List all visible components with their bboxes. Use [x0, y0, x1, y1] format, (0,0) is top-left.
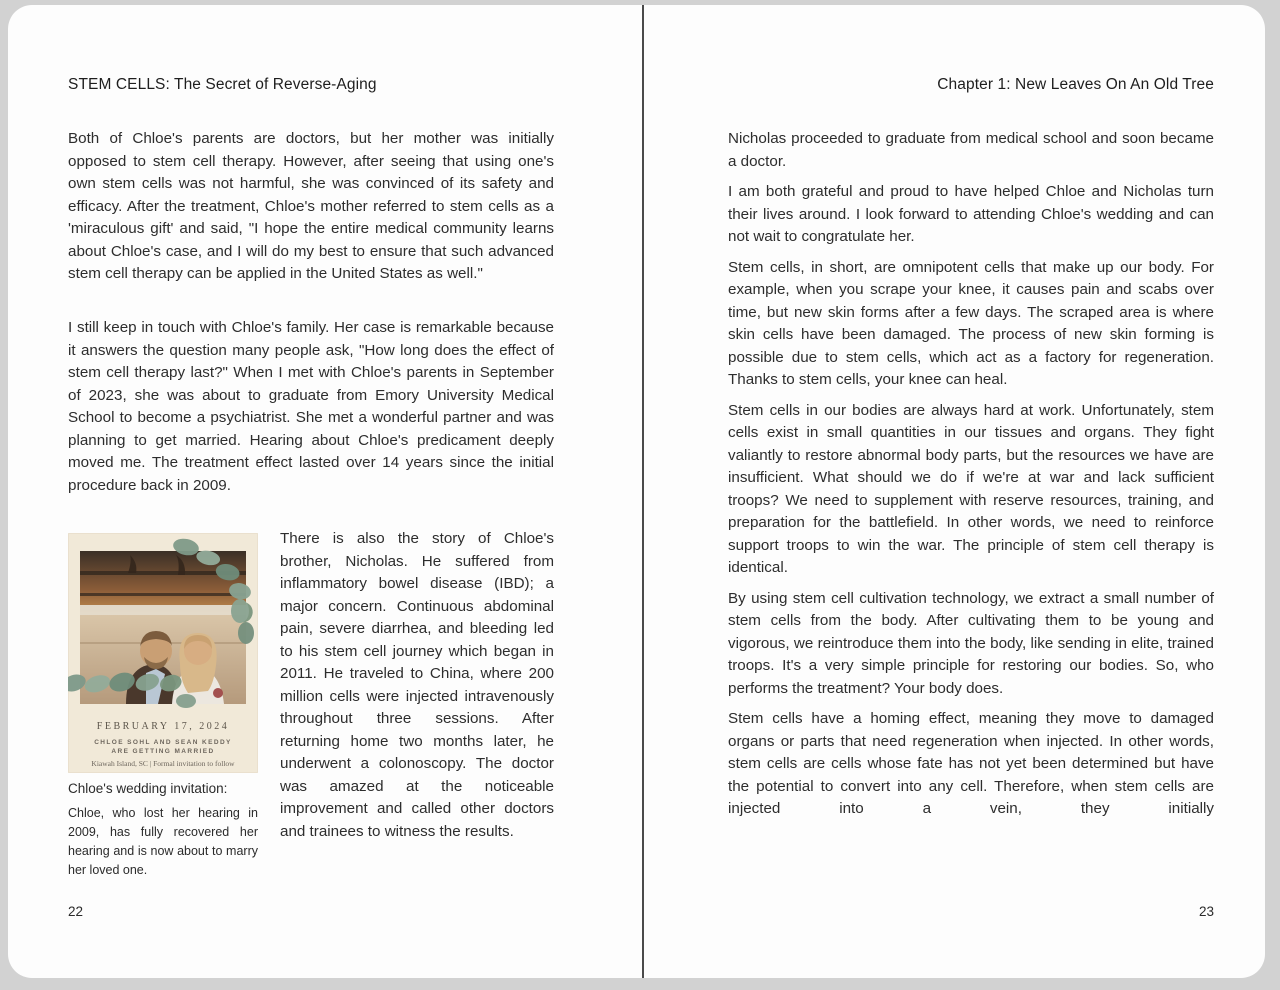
left-paragraph-3: There is also the story of Chloe's brother, Nicholas. He suffered from inflammatory bowel disease (IBD); a major concern. Continuous abdominal pain, severe diarrhea, and bleeding led to his stem cell journey which began in 2011. He traveled to China, where 200 million cells were injected intravenously throughout three sessions. After returning home two months later, he underwent a colonoscopy. The doctor was amazed at the noticeable improvement and called other doctors and trainees to witness the results.	[280, 530, 554, 840]
right-page-running-header: Chapter 1: New Leaves On An Old Tree	[937, 76, 1214, 93]
wedding-invitation-image	[68, 533, 258, 773]
right-paragraph-4: Stem cells in our bodies are always hard at work. Unfortunately, stem cells exist in small quantities in our tissues and organs. They fight valiantly to restore abnormal body parts, but the resources we have are insufficient. What should we do if we're at war and lack sufficient troops? We need to supplement with reserve resources, training, and preparation for the battlefield. In other words, we need to reinforce support troops to win the war. The principle of stem cell therapy is identical.	[728, 401, 1214, 576]
figure-and-text-row	[68, 528, 554, 880]
right-paragraph-3: Stem cells, in short, are omnipotent cells that make up our body. For example, when you scrape your knee, it causes pain and scabs over time, but new skin forms after a few days. The scraped area is where skin cells have been damaged. The process of new skin forming is possible due to stem cells, which act as a factory for regeneration. Thanks to stem cells, your knee can heal.	[728, 258, 1214, 388]
right-paragraph-1: Nicholas proceeded to graduate from medical school and soon became a doctor.	[728, 130, 1214, 170]
right-paragraph-6: Stem cells have a homing effect, meaning they move to damaged organs or parts that need regeneration when injected. In other words, stem cells are cells whose fate has not yet been determined but have the potential to convert into any cell. Therefore, when stem cells are injected into a vein, they initially	[728, 710, 1214, 817]
right-page-body	[728, 128, 1214, 821]
left-paragraph-2: I still keep in touch with Chloe's family. Her case is remarkable because it answers the question many people ask, "How long does the effect of stem cell therapy last?" When I met with Chloe's parents in September of 2023, she was about to graduate from Emory University Medical School to become a psychiatrist. She met a wonderful partner and was planning to get married. Hearing about Chloe's predicament deeply moved me. The treatment effect lasted over 14 years since the initial procedure back in 2009.	[68, 319, 554, 494]
invite-venue-text: Kiawah Island, SC | Formal invitation to follow	[91, 759, 235, 768]
invite-names-line2: ARE GETTING MARRIED	[111, 748, 215, 755]
invite-names-line1: CHLOE SOHL AND SEAN KEDDY	[94, 739, 232, 746]
left-paragraph-1: Both of Chloe's parents are doctors, but her mother was initially opposed to stem cell therapy. However, after seeing that using one's own stem cells was not harmful, she was convinced of its safety and efficacy. After the treatment, Chloe's mother referred to stem cells as a 'miraculous gift' and said, "I hope the entire medical community learns about Chloe's case, and I will do my best to ensure that such advanced stem cell therapy can be applied in the United States as well."	[68, 130, 554, 282]
invite-date-text: FEBRUARY 17, 2024	[96, 721, 230, 732]
book-gutter-divider	[642, 5, 644, 978]
left-page-number: 22	[68, 904, 84, 919]
left-page	[68, 5, 554, 978]
right-paragraph-2: I am both grateful and proud to have helped Chloe and Nicholas turn their lives around. I look forward to attending Chloe's wedding and can not wait to congratulate her.	[728, 183, 1214, 245]
right-page-number: 23	[1198, 904, 1214, 919]
figure-caption-title: Chloe's wedding invitation:	[68, 781, 228, 796]
wedding-invitation-figure	[68, 528, 258, 880]
book-spread	[8, 5, 1265, 978]
right-paragraph-5: By using stem cell cultivation technology, we extract a small number of stem cells from the body. After cultivating them to be young and vigorous, we reintroduce them into the body, like sending in elite, trained troops. It's a very simple principle for restoring our bodies. So, who performs the treatment? Your body does.	[728, 589, 1214, 697]
left-page-running-header: STEM CELLS: The Secret of Reverse-Aging	[68, 76, 377, 93]
right-page	[728, 5, 1214, 978]
figure-caption-body: Chloe, who lost her hearing in 2009, has fully recovered her hearing and is now about to marry her loved one.	[68, 806, 258, 877]
